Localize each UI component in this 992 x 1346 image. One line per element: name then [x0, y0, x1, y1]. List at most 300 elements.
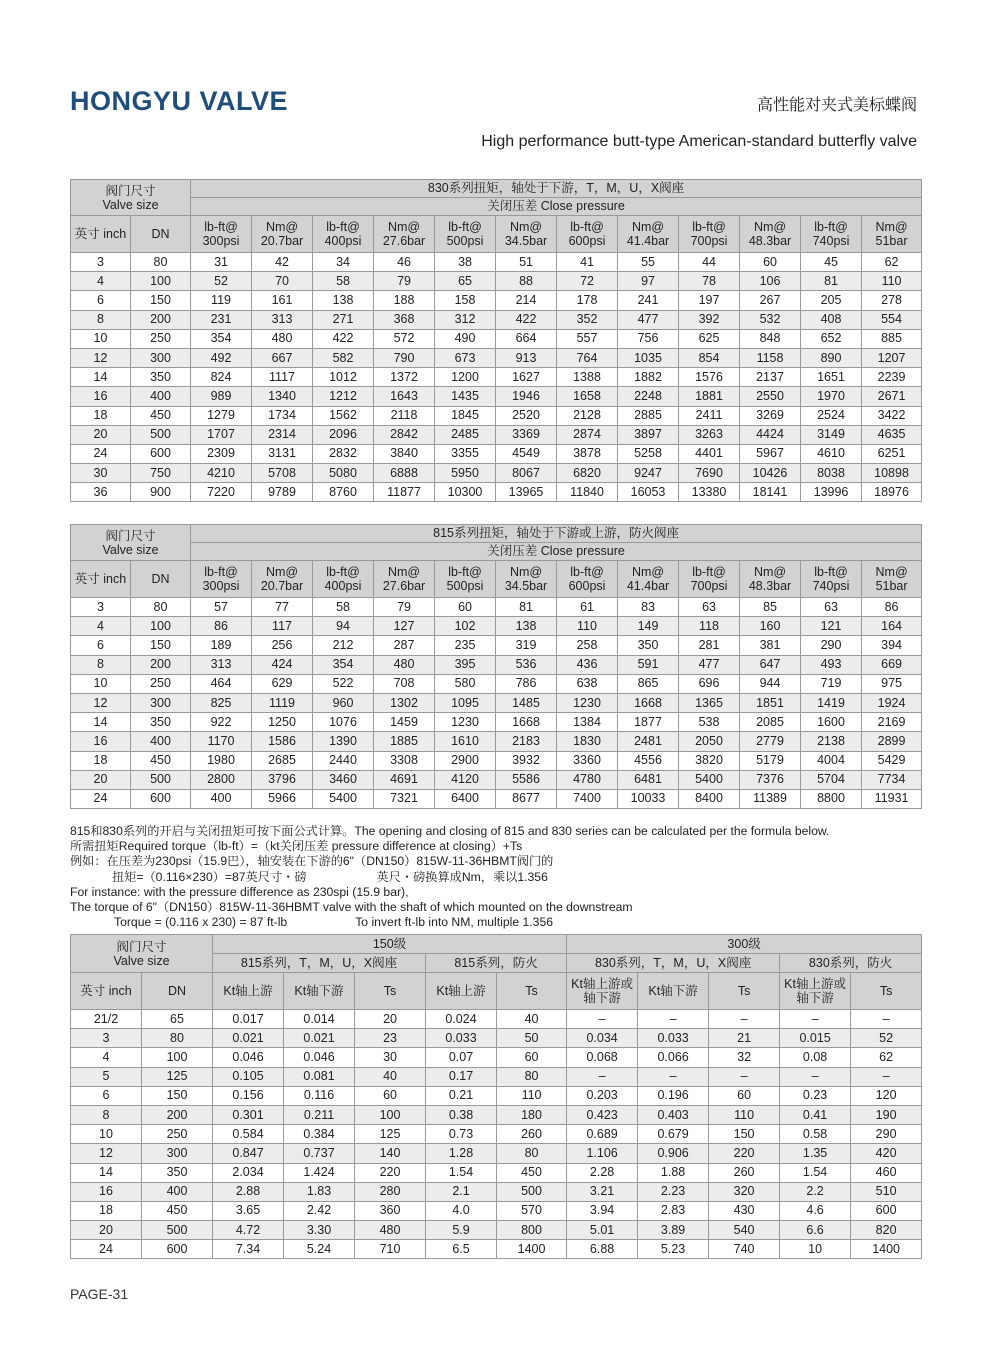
ts-header: Ts [709, 973, 780, 1010]
table-cell: 1302 [374, 693, 435, 712]
pressure-label: 740psi [812, 234, 850, 248]
table-cell: 3.65 [213, 1201, 284, 1220]
unit-label: Nm@ [875, 220, 908, 234]
table-cell: 250 [131, 674, 191, 693]
table-row [71, 1029, 922, 1048]
table-cell: 125 [355, 1125, 426, 1144]
table-cell: 667 [252, 348, 313, 367]
table-cell: 1158 [740, 348, 801, 367]
table-cell: 480 [355, 1221, 426, 1240]
ts-header: Ts [851, 973, 922, 1010]
table-cell: 138 [313, 291, 374, 310]
table-cell: 6.6 [780, 1221, 851, 1240]
unit-label: Nm@ [509, 565, 543, 579]
valve-size-en: Valve size [113, 953, 170, 968]
pressure-col-header [435, 561, 496, 598]
pressure-col-header [618, 216, 679, 253]
unit-label: lb-ft@ [326, 565, 360, 579]
table-cell: 5966 [252, 789, 313, 808]
table-cell: 50 [497, 1029, 567, 1048]
table-cell: 0.41 [780, 1105, 851, 1124]
table-cell: 1586 [252, 732, 313, 751]
table-cell: 5179 [740, 751, 801, 770]
table-cell: 1095 [435, 693, 496, 712]
table-cell: 381 [740, 636, 801, 655]
table-cell: 0.38 [426, 1105, 497, 1124]
table-cell: 6251 [862, 444, 922, 463]
table-row [71, 1144, 922, 1163]
table-cell: 3820 [679, 751, 740, 770]
note-line: For instance: with the pressure difference as 230spi (15.9 bar), [70, 884, 409, 899]
table-cell: 3.30 [284, 1221, 355, 1240]
table-cell: 790 [374, 348, 435, 367]
table-cell: 500 [131, 425, 191, 444]
table-row [71, 425, 922, 444]
table-cell: 2411 [679, 406, 740, 425]
table-cell: 400 [142, 1182, 213, 1201]
torque-table-830 [70, 179, 922, 502]
table-cell: 14 [71, 713, 131, 732]
table-cell: 60 [497, 1048, 567, 1067]
table-cell: 4401 [679, 444, 740, 463]
unit-label: Nm@ [875, 565, 908, 579]
table-cell: 394 [862, 636, 922, 655]
table-cell: 42 [252, 253, 313, 272]
pressure-label: 48.3bar [748, 579, 792, 593]
table-cell: 57 [191, 598, 252, 617]
ts-header: Ts [355, 973, 426, 1010]
table-cell: 2779 [740, 732, 801, 751]
table-cell: 3269 [740, 406, 801, 425]
table-cell: 1830 [557, 732, 618, 751]
table-cell: 1610 [435, 732, 496, 751]
table-cell: – [780, 1010, 851, 1029]
table-cell: 161 [252, 291, 313, 310]
table-cell: 180 [497, 1105, 567, 1124]
table-cell: 2440 [313, 751, 374, 770]
table-cell: 4549 [496, 444, 557, 463]
table-cell: 2800 [191, 770, 252, 789]
table-cell: 60 [709, 1086, 780, 1105]
table-cell: 600 [131, 789, 191, 808]
table-cell: 10 [71, 329, 131, 348]
table-cell: 1419 [801, 693, 862, 712]
table-cell: 1970 [801, 387, 862, 406]
table-cell: – [638, 1067, 709, 1086]
table-cell: 300 [131, 693, 191, 712]
table-cell: 80 [131, 253, 191, 272]
table-cell: 61 [557, 598, 618, 617]
table-cell: 669 [862, 655, 922, 674]
table-cell: 220 [709, 1144, 780, 1163]
table-cell: 1980 [191, 751, 252, 770]
table-cell: 220 [355, 1163, 426, 1182]
table-cell: 4.72 [213, 1221, 284, 1240]
table-cell: 3308 [374, 751, 435, 770]
table-cell: 150 [709, 1125, 780, 1144]
table-cell: 0.033 [638, 1029, 709, 1048]
table-cell: 138 [496, 617, 557, 636]
table-cell: 664 [496, 329, 557, 348]
table-cell: 2128 [557, 406, 618, 425]
table-cell: 5429 [862, 751, 922, 770]
table-cell: 3840 [374, 444, 435, 463]
table-cell: 400 [191, 789, 252, 808]
table-cell: 0.584 [213, 1125, 284, 1144]
table-cell: 1643 [374, 387, 435, 406]
table-cell: 160 [740, 617, 801, 636]
table-cell: 0.116 [284, 1086, 355, 1105]
table-cell: 1881 [679, 387, 740, 406]
table-cell: 1651 [801, 368, 862, 387]
note-convert-zh: 英尺・磅换算成Nm，乘以1.356 [376, 869, 548, 884]
table-cell: 2183 [496, 732, 557, 751]
table-cell: 6400 [435, 789, 496, 808]
table-cell: 0.046 [284, 1048, 355, 1067]
table-cell: 900 [131, 483, 191, 502]
table-cell: 1707 [191, 425, 252, 444]
table-cell: 572 [374, 329, 435, 348]
table-cell: – [567, 1067, 638, 1086]
pressure-label: 34.5bar [504, 579, 548, 593]
unit-label: Nm@ [265, 565, 299, 579]
pressure-col-header [801, 561, 862, 598]
table-cell: 3369 [496, 425, 557, 444]
table-cell: 0.068 [567, 1048, 638, 1067]
table-cell: 3460 [313, 770, 374, 789]
table-cell: 354 [191, 329, 252, 348]
inch-header: 英寸 inch [71, 561, 131, 598]
table-cell: 52 [191, 272, 252, 291]
table-cell: 464 [191, 674, 252, 693]
table-row [71, 444, 922, 463]
table-cell: 7690 [679, 464, 740, 483]
note-line [70, 870, 930, 885]
table-cell: 652 [801, 329, 862, 348]
pressure-col-header [862, 561, 922, 598]
table-cell: 20 [71, 770, 131, 789]
table-cell: 5586 [496, 770, 557, 789]
table-cell: 164 [862, 617, 922, 636]
table-cell: 0.211 [284, 1105, 355, 1124]
table-cell: 2.28 [567, 1163, 638, 1182]
table-cell: 786 [496, 674, 557, 693]
table-cell: 16 [71, 387, 131, 406]
table-cell: 740 [709, 1240, 780, 1259]
table-row [71, 789, 922, 808]
torque-table-815 [70, 524, 922, 809]
table-cell: 44 [679, 253, 740, 272]
pressure-label: 300psi [202, 579, 240, 593]
table-cell: 0.301 [213, 1105, 284, 1124]
table-cell: 319 [496, 636, 557, 655]
table-cell: 600 [851, 1201, 922, 1220]
pressure-label: 600psi [568, 234, 606, 248]
table-cell: 2481 [618, 732, 679, 751]
table-cell: 350 [131, 713, 191, 732]
unit-label: lb-ft@ [692, 220, 726, 234]
kt-down-header: Kt轴下游 [638, 973, 709, 1010]
table-cell: 6.88 [567, 1240, 638, 1259]
table-cell: 63 [679, 598, 740, 617]
table-cell: 110 [862, 272, 922, 291]
table-cell: 190 [851, 1105, 922, 1124]
table-cell: 4556 [618, 751, 679, 770]
table-cell: 110 [557, 617, 618, 636]
table-cell: 21 [709, 1029, 780, 1048]
table-cell: 0.403 [638, 1105, 709, 1124]
table-cell: 77 [252, 598, 313, 617]
table-cell: 5.01 [567, 1221, 638, 1240]
pressure-col-header [191, 216, 252, 253]
table-cell: 0.689 [567, 1125, 638, 1144]
table-cell: 2.2 [780, 1182, 851, 1201]
table-cell: 540 [709, 1221, 780, 1240]
table-cell: 3.89 [638, 1221, 709, 1240]
table-cell: 890 [801, 348, 862, 367]
table-cell: 1.106 [567, 1144, 638, 1163]
valve-size-en: Valve size [102, 542, 159, 557]
table-cell: 570 [497, 1201, 567, 1220]
table-cell: 4 [71, 272, 131, 291]
unit-label: Nm@ [265, 220, 299, 234]
table-cell: 85 [740, 598, 801, 617]
table-cell: 30 [355, 1048, 426, 1067]
table-cell: 100 [355, 1105, 426, 1124]
series-title: 815系列扭矩，轴处于下游或上游，防火阀座 [191, 525, 922, 543]
table-cell: 5.23 [638, 1240, 709, 1259]
page-title-zh: 高性能对夹式美标蝶阀 [756, 95, 917, 114]
valve-size-zh: 阀门尺寸 [116, 939, 167, 954]
table-cell: 989 [191, 387, 252, 406]
table-cell: 8038 [801, 464, 862, 483]
class-300-header: 300级 [567, 935, 922, 954]
table-cell: 178 [557, 291, 618, 310]
unit-label: Nm@ [387, 220, 421, 234]
table-cell: 258 [557, 636, 618, 655]
table-cell: 110 [497, 1086, 567, 1105]
unit-label: lb-ft@ [814, 565, 848, 579]
table-cell: 0.196 [638, 1086, 709, 1105]
table-cell: 5.24 [284, 1240, 355, 1259]
pressure-col-header [862, 216, 922, 253]
table-cell: 3.94 [567, 1201, 638, 1220]
table-row [71, 1221, 922, 1240]
table-cell: 1250 [252, 713, 313, 732]
table-cell: 100 [131, 272, 191, 291]
table-cell: 83 [618, 598, 679, 617]
kt-up-or-down-header: Kt轴上游或轴下游 [567, 973, 638, 1010]
inch-header: 英寸 inch [71, 973, 142, 1010]
table-cell: 1.424 [284, 1163, 355, 1182]
table-cell: 2.1 [426, 1182, 497, 1201]
table-cell: 260 [709, 1163, 780, 1182]
table-cell: 79 [374, 598, 435, 617]
table-cell: 1170 [191, 732, 252, 751]
table-cell: 100 [142, 1048, 213, 1067]
table-cell: 2524 [801, 406, 862, 425]
table-cell: 150 [142, 1086, 213, 1105]
table-cell: 2899 [862, 732, 922, 751]
table-cell: 1627 [496, 368, 557, 387]
pressure-col-header [801, 216, 862, 253]
table-cell: 1230 [435, 713, 496, 732]
table-cell: 106 [740, 272, 801, 291]
table-cell: 490 [435, 329, 496, 348]
table-cell: 638 [557, 674, 618, 693]
table-cell: 1885 [374, 732, 435, 751]
table-cell: 2485 [435, 425, 496, 444]
table-cell: 5967 [740, 444, 801, 463]
pressure-label: 27.6bar [382, 579, 426, 593]
table-cell: 8800 [801, 789, 862, 808]
table-cell: 4210 [191, 464, 252, 483]
table-cell: 150 [131, 636, 191, 655]
unit-label: Nm@ [631, 565, 665, 579]
table-cell: 52 [851, 1029, 922, 1048]
table-cell: 2550 [740, 387, 801, 406]
table-cell: 647 [740, 655, 801, 674]
unit-label: Nm@ [753, 220, 787, 234]
table-cell: 0.906 [638, 1144, 709, 1163]
table-cell: 1877 [618, 713, 679, 732]
table-cell: 625 [679, 329, 740, 348]
formula-notes [70, 824, 930, 930]
unit-label: lb-ft@ [814, 220, 848, 234]
table-cell: 3 [71, 1029, 142, 1048]
table-cell: 260 [497, 1125, 567, 1144]
table-cell: 10 [780, 1240, 851, 1259]
table-row [71, 1240, 922, 1259]
table-cell: 1372 [374, 368, 435, 387]
table-row [71, 1105, 922, 1124]
pressure-col-header [618, 561, 679, 598]
table-cell: 0.21 [426, 1086, 497, 1105]
page-number: PAGE-31 [70, 1286, 129, 1302]
table-cell: 480 [374, 655, 435, 674]
table-cell: 1.28 [426, 1144, 497, 1163]
table-cell: 1459 [374, 713, 435, 732]
table-cell: 212 [313, 636, 374, 655]
ts-header: Ts [497, 973, 567, 1010]
table-cell: 854 [679, 348, 740, 367]
table-cell: 78 [679, 272, 740, 291]
table-cell: 500 [497, 1182, 567, 1201]
pressure-column-header-row [71, 216, 922, 253]
table-cell: 11931 [862, 789, 922, 808]
table-cell: 200 [131, 655, 191, 674]
table-cell: 2118 [374, 406, 435, 425]
table-cell: 81 [496, 598, 557, 617]
table-cell: 500 [131, 770, 191, 789]
table-row [71, 617, 922, 636]
table-cell: 10898 [862, 464, 922, 483]
table-cell: 60 [435, 598, 496, 617]
unit-label: lb-ft@ [204, 220, 238, 234]
table-cell: 6888 [374, 464, 435, 483]
table-cell: 4.0 [426, 1201, 497, 1220]
pressure-label: 41.4bar [626, 234, 670, 248]
table-cell: 0.847 [213, 1144, 284, 1163]
table-row [71, 464, 922, 483]
pressure-col-header [740, 216, 801, 253]
table-row [71, 1182, 922, 1201]
table-cell: 8067 [496, 464, 557, 483]
table-cell: 86 [862, 598, 922, 617]
table-cell: 58 [313, 598, 374, 617]
pressure-label: 740psi [812, 579, 850, 593]
table-cell: 2169 [862, 713, 922, 732]
unit-label: lb-ft@ [570, 220, 604, 234]
table-cell: 2520 [496, 406, 557, 425]
table-cell: 436 [557, 655, 618, 674]
table-cell: 12 [71, 1144, 142, 1163]
table-cell: 913 [496, 348, 557, 367]
table-cell: – [709, 1010, 780, 1029]
table-cell: 2685 [252, 751, 313, 770]
table-cell: 256 [252, 636, 313, 655]
kt-ts-table [70, 934, 922, 1259]
table-cell: 922 [191, 713, 252, 732]
table-cell: 532 [740, 310, 801, 329]
table-cell: 500 [142, 1221, 213, 1240]
table-cell: 313 [252, 310, 313, 329]
table-cell: 65 [142, 1010, 213, 1029]
table-cell: 214 [496, 291, 557, 310]
table-cell: 40 [355, 1067, 426, 1086]
table-cell: 0.014 [284, 1010, 355, 1029]
table-cell: 1845 [435, 406, 496, 425]
table-cell: 97 [618, 272, 679, 291]
table-cell: 422 [496, 310, 557, 329]
table-cell: 30 [71, 464, 131, 483]
table-cell: 280 [355, 1182, 426, 1201]
kt-up-header: Kt轴上游 [426, 973, 497, 1010]
table-cell: 975 [862, 674, 922, 693]
table-row [71, 636, 922, 655]
table-cell: 1365 [679, 693, 740, 712]
table-cell: 287 [374, 636, 435, 655]
pressure-label: 27.6bar [382, 234, 426, 248]
table-cell: 2.034 [213, 1163, 284, 1182]
table-cell: 51 [496, 253, 557, 272]
table-cell: 2138 [801, 732, 862, 751]
pressure-col-header [496, 216, 557, 253]
table-cell: 352 [557, 310, 618, 329]
table-cell: 2309 [191, 444, 252, 463]
pressure-col-header [740, 561, 801, 598]
table-cell: 719 [801, 674, 862, 693]
table-row [71, 368, 922, 387]
table-cell: 14 [71, 368, 131, 387]
table-cell: 8677 [496, 789, 557, 808]
table-cell: 477 [618, 310, 679, 329]
pressure-label: 51bar [875, 579, 908, 593]
table-cell: 1.35 [780, 1144, 851, 1163]
pressure-col-header [679, 216, 740, 253]
table-cell: 400 [131, 732, 191, 751]
table-cell: 6.5 [426, 1240, 497, 1259]
table-cell: 1668 [618, 693, 679, 712]
table-cell: 710 [355, 1240, 426, 1259]
table-cell: 4.6 [780, 1201, 851, 1220]
note-torque-zh: 扭矩=（0.116×230）=87英尺寸・磅 [112, 869, 307, 884]
pressure-col-header [313, 216, 374, 253]
table-cell: 422 [313, 329, 374, 348]
table-cell: 290 [851, 1125, 922, 1144]
table-cell: 241 [618, 291, 679, 310]
table-cell: 2671 [862, 387, 922, 406]
